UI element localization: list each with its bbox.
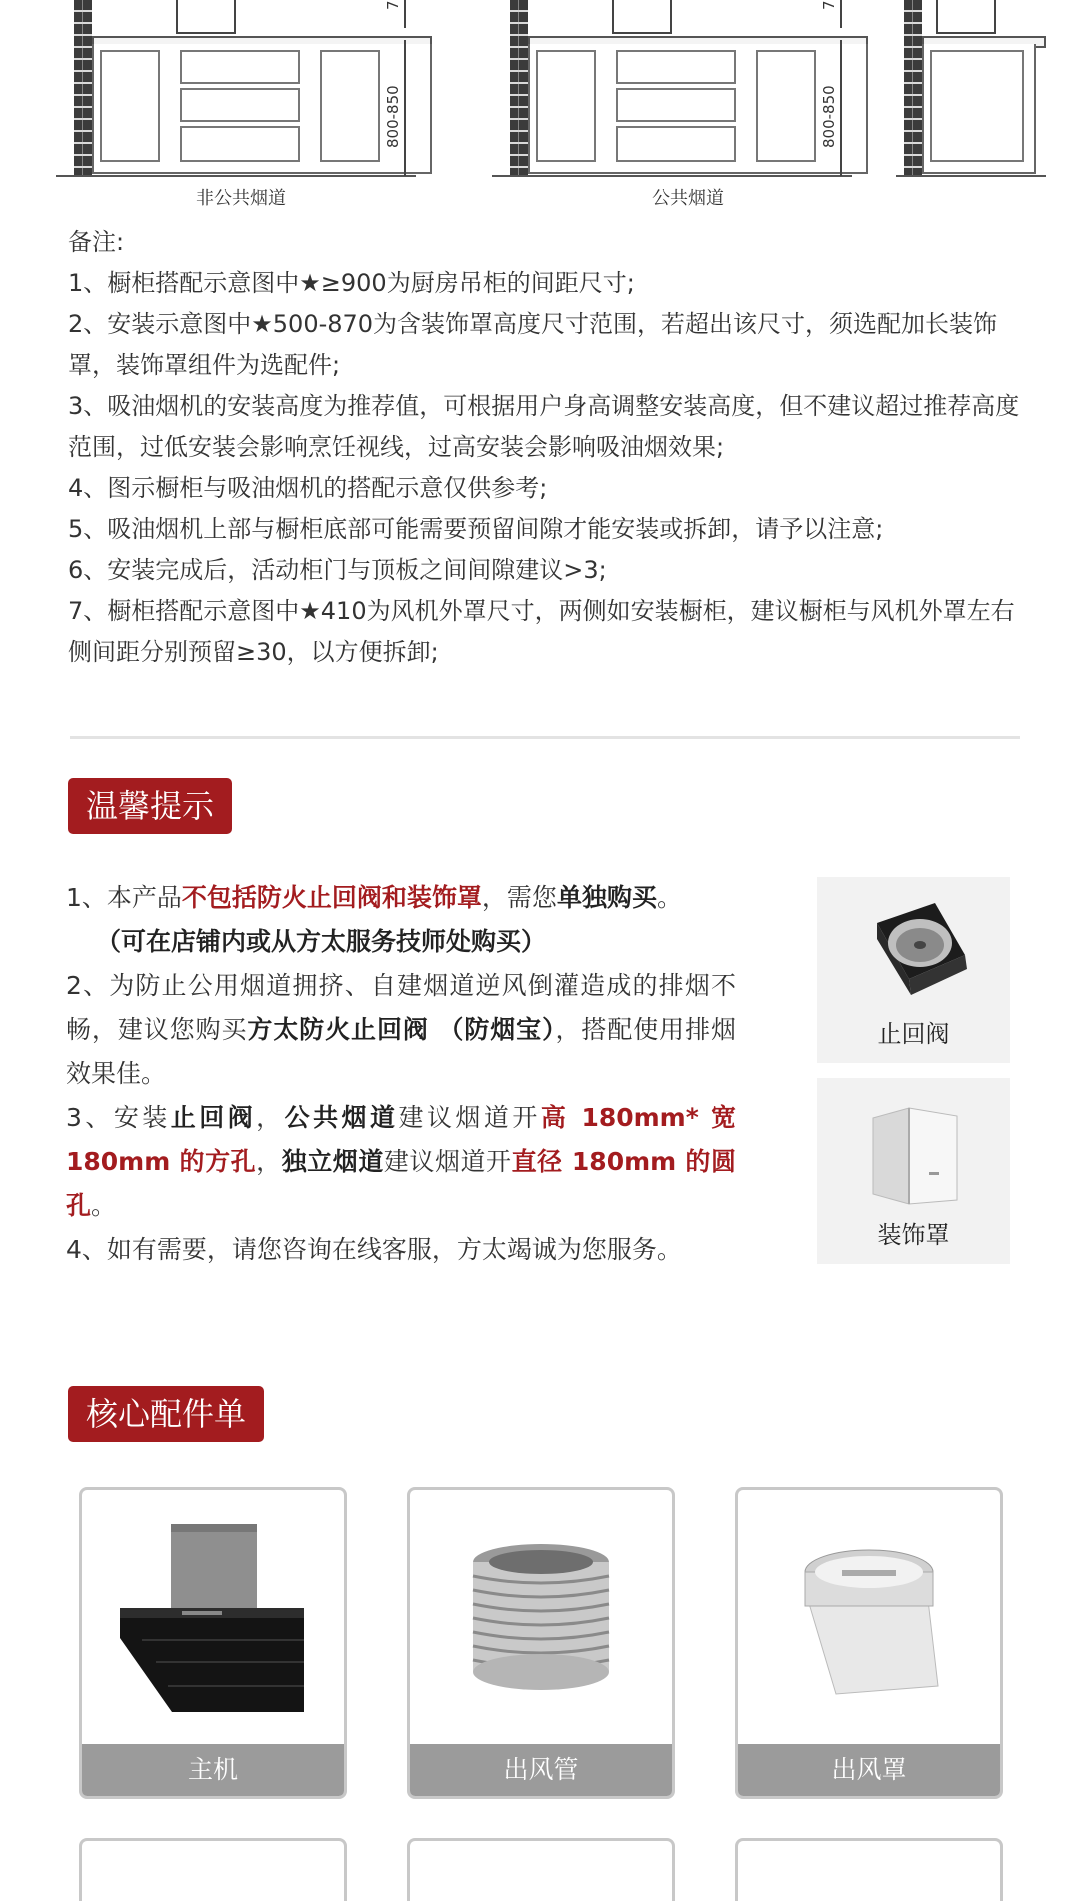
wall-graphic [510, 0, 528, 175]
check-valve-thumbnail [817, 877, 1010, 1063]
part-card-partial [79, 1838, 347, 1901]
part-card-partial [407, 1838, 675, 1901]
check-valve-caption: 止回阀 [877, 1020, 950, 1048]
diagram-caption-public: 公共烟道 [652, 188, 724, 209]
parts-title-tag: 核心配件单 [68, 1386, 264, 1442]
dimension-line [840, 40, 842, 176]
part-label: 出风管 [410, 1744, 672, 1796]
part-card-duct [407, 1487, 675, 1799]
check-valve-icon [817, 885, 1010, 1015]
wall-graphic [904, 0, 922, 175]
note-item: 4、图示橱柜与吸油烟机的搭配示意仅供参考; [68, 474, 548, 502]
part-card-outlet-cover [735, 1487, 1003, 1799]
decor-cover-caption: 装饰罩 [877, 1221, 950, 1249]
tip-item-2: 2、为防止公用烟道拥挤、自建烟道逆风倒灌造成的排烟不畅，建议您购买方太防火止回阀 （防烟宝），搭配使用排烟效果佳。 [66, 971, 736, 1088]
flue-box-graphic [936, 0, 996, 34]
floor-line [492, 175, 852, 177]
decor-cover-thumbnail [817, 1078, 1010, 1264]
tip-item-4: 4、如有需要，请您咨询在线客服，方太竭诚为您服务。 [66, 1235, 682, 1264]
tip-item-3: 3、安装止回阀，公共烟道建议烟道开高 180mm* 宽 180mm 的方孔，独立烟道建议烟道开直径 180mm 的圆孔。 [66, 1103, 736, 1220]
flexible-duct-icon [410, 1490, 672, 1740]
part-card-main-unit [79, 1487, 347, 1799]
outlet-cover-icon [738, 1490, 1000, 1740]
tip-item-1: 1、本产品不包括防火止回阀和装饰罩，需您单独购买。 [66, 883, 682, 912]
note-item: 2、安装示意图中★500-870为含装饰罩高度尺寸范围，若超出该尺寸，须选配加长装饰罩，装饰罩组件为选配件; [68, 310, 998, 379]
section-divider [70, 736, 1020, 739]
tips-list [66, 876, 736, 1272]
flue-box-graphic [612, 0, 672, 34]
note-item: 7、橱柜搭配示意图中★410为风机外罩尺寸，两侧如安装橱柜，建议橱柜与风机外罩左右侧间距分别预留≥30，以方便拆卸; [68, 597, 1015, 666]
part-label: 出风罩 [738, 1744, 1000, 1796]
note-item: 5、吸油烟机上部与橱柜底部可能需要预留间隙才能安装或拆卸，请予以注意; [68, 515, 884, 543]
wall-graphic [74, 0, 92, 175]
decor-cover-icon [817, 1088, 1010, 1218]
note-item: 6、安装完成后，活动柜门与顶板之间间隙建议>3; [68, 556, 607, 584]
notes-section [68, 222, 1024, 673]
cabinet-graphic [92, 44, 432, 174]
dimension-label: 800-850 [820, 85, 838, 148]
note-item: 3、吸油烟机的安装高度为推荐值，可根据用户身高调整安装高度，但不建议超过推荐高度范围，过低安装会影响烹饪视线，过高安装会影响吸油烟效果; [68, 392, 1020, 461]
tip-item-1-note: （可在店铺内或从方太服务技师处购买） [96, 927, 547, 956]
dimension-top-fragment: 7 [820, 0, 838, 10]
floor-line [56, 175, 416, 177]
part-label: 主机 [82, 1744, 344, 1796]
diagram-public-flue [492, 0, 872, 210]
dimension-label: 800-850 [384, 85, 402, 148]
dimension-top-fragment: 7 [384, 0, 402, 10]
tips-title-tag: 温馨提示 [68, 778, 232, 834]
part-card-partial [735, 1838, 1003, 1901]
dimension-line [404, 40, 406, 176]
diagram-partial [896, 0, 1080, 210]
diagram-caption-non-public: 非公共烟道 [196, 188, 286, 209]
cabinet-graphic [528, 44, 868, 174]
cabinet-graphic [922, 44, 1036, 174]
notes-heading: 备注: [68, 228, 125, 256]
diagram-non-public-flue [56, 0, 436, 210]
note-item: 1、橱柜搭配示意图中★≥900为厨房吊柜的间距尺寸; [68, 269, 635, 297]
floor-line [896, 175, 1046, 177]
flue-box-graphic [176, 0, 236, 34]
range-hood-icon [82, 1490, 344, 1740]
